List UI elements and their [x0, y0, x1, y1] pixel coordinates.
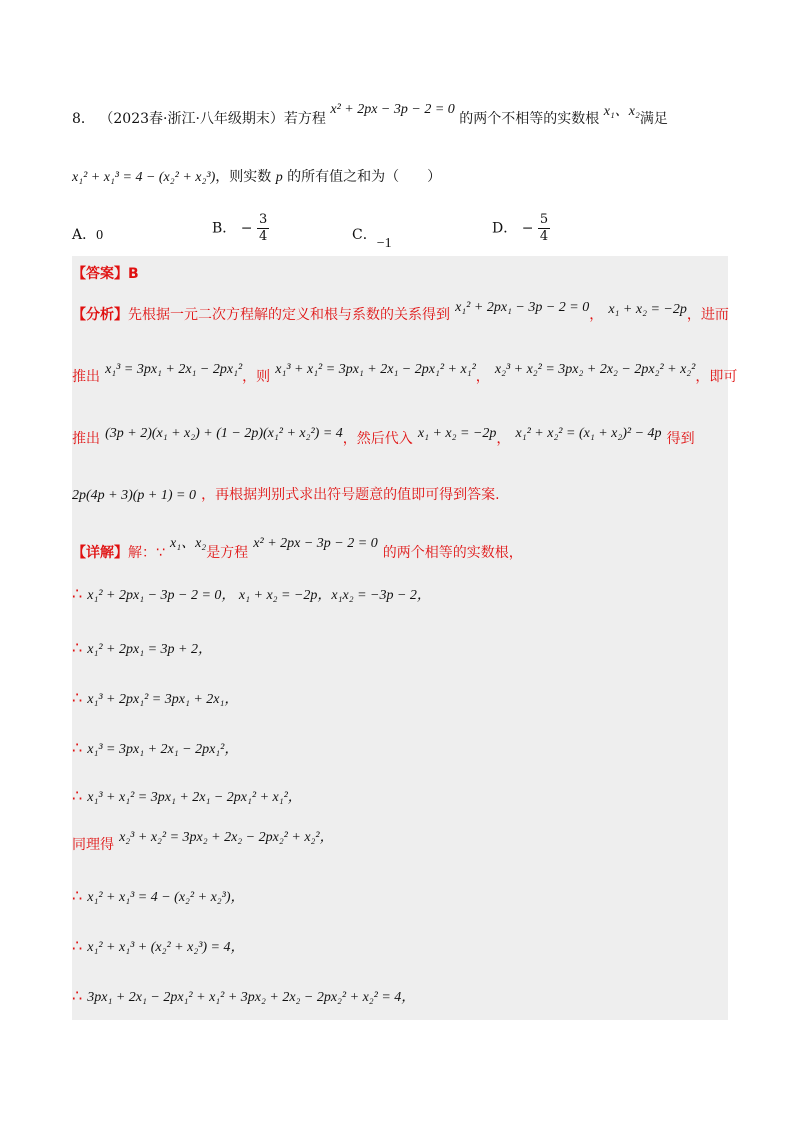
analysis-math-1: x₁² + 2px₁ − 3p − 2 = 0	[455, 300, 590, 315]
option-d-label: D．	[492, 220, 518, 237]
analysis-text-8: 得到	[666, 431, 695, 447]
analysis-line-1: 【分析】先根据一元二次方程解的定义和根与系数的关系得到 x₁² + 2px₁ − 3p − 2 = 0， x₁ + x₂ = −2p，进而	[72, 300, 729, 323]
detail-step-4	[72, 738, 238, 758]
question-equation: x² + 2px − 3p − 2 = 0	[330, 102, 455, 117]
question-stem-e: 的所有值之和为（ ）	[287, 169, 442, 185]
question-stem-b: 的两个不相等的实数根	[459, 111, 600, 127]
option-b	[212, 212, 269, 245]
analysis-tag: 【分析】	[72, 307, 128, 323]
analysis-text-4: ，则	[242, 369, 271, 385]
analysis-math-5: x₂³ + x₂² = 3px₂ + 2x₂ − 2px₂² + x₂²	[494, 362, 696, 377]
question-condition: x₁² + x₁³ = 4 − (x₂² + x₂³)	[72, 170, 216, 185]
detail-step-8	[72, 986, 415, 1006]
therefore-icon: ∴	[72, 688, 83, 707]
option-a-value: 0	[96, 228, 104, 243]
question-number: 8．	[72, 111, 95, 127]
question-stem-d: ，则实数	[215, 169, 272, 185]
detail-step-2	[72, 638, 212, 658]
analysis-text-6: 推出	[72, 431, 100, 447]
answer-value: B	[128, 266, 139, 282]
analysis-math-6: (3p + 2)(x₁ + x₂) + (1 − 2p)(x₁² + x₂²) = 4	[105, 426, 343, 441]
option-b-label: B．	[212, 220, 237, 237]
option-c-value: −1	[376, 236, 392, 251]
option-d-numerator: 5	[539, 212, 549, 227]
detail-step-5-math: x₁³ + x₁² = 3px₁ + 2x₁ − 2px₁² + x₁²，	[87, 790, 302, 805]
therefore-icon: ∴	[72, 786, 83, 805]
detail-line-1	[72, 536, 523, 562]
therefore-icon: ∴	[72, 886, 83, 905]
detail-step-1	[72, 584, 431, 604]
question-source: （2023春·浙江·八年级期末）	[99, 111, 284, 127]
detail-step-8-math: 3px₁ + 2x₁ − 2px₁² + x₁² + 3px₂ + 2x₂ − 2px₂² + x₂² = 4，	[87, 990, 416, 1005]
detail-step-1-math: x₁² + 2px₁ − 3p − 2 = 0， x₁ + x₂ = −2p，x₁x₂ = −3p − 2，	[87, 588, 431, 603]
analysis-math-9: 2p(4p + 3)(p + 1) = 0	[72, 488, 196, 503]
option-c	[352, 224, 392, 251]
analysis-text-1: 先根据一元二次方程解的定义和根与系数的关系得到	[128, 307, 450, 323]
option-a	[72, 224, 103, 244]
detail-step-3	[72, 688, 238, 708]
detail-step-2-math: x₁² + 2px₁ = 3p + 2，	[87, 642, 212, 657]
detail-math-2: x² + 2px − 3p − 2 = 0	[253, 536, 378, 551]
question-line-2	[72, 166, 441, 186]
option-b-sign: −	[240, 220, 253, 237]
question-line-1	[72, 102, 668, 128]
analysis-line-3: 推出 (3p + 2)(x₁ + x₂) + (1 − 2p)(x₁² + x₂²) = 4，然后代入 x₁ + x₂ = −2p， x₁² + x₂² = (x₁ + x₂)² − 4p 得到	[72, 426, 695, 447]
option-d-sign: −	[521, 220, 534, 237]
therefore-icon: ∴	[72, 986, 83, 1005]
detail-text-2: 是方程	[206, 545, 249, 561]
therefore-icon: ∴	[72, 738, 83, 757]
analysis-math-3: x₁³ = 3px₁ + 2x₁ − 2px₁²	[105, 362, 243, 377]
question-stem-c: 满足	[639, 111, 668, 127]
option-d-denominator: 4	[539, 229, 549, 244]
option-a-label: A．	[72, 227, 97, 243]
analysis-math-2: x₁ + x₂ = −2p	[608, 302, 687, 317]
option-b-numerator: 3	[258, 212, 268, 227]
detail-tag: 【详解】	[72, 545, 128, 561]
analysis-math-8: x₁² + x₂² = (x₁ + x₂)² − 4p	[515, 426, 662, 441]
option-b-denominator: 4	[258, 229, 268, 244]
analysis-line-2: 推出 x₁³ = 3px₁ + 2x₁ − 2px₁²，则 x₁³ + x₁² = 3px₁ + 2x₁ − 2px₁² + x₁²， x₂³ + x₂² = 3px₂ + 2x₂ − 2px₂² + x₂²，即可	[72, 362, 738, 385]
detail-step-5	[72, 786, 302, 806]
therefore-icon: ∴	[72, 638, 83, 657]
detail-step-3-math: x₁³ + 2px₁² = 3px₁ + 2x₁，	[87, 692, 239, 707]
detail-same-math: x₂³ + x₂² = 3px₂ + 2x₂ − 2px₂² + x₂²，	[119, 830, 334, 845]
answer-line	[72, 263, 139, 283]
option-d-fraction	[538, 212, 550, 245]
detail-text-1: 解：∵	[128, 545, 165, 561]
option-d	[492, 212, 550, 245]
detail-step-6	[72, 886, 245, 906]
analysis-math-7: x₁ + x₂ = −2p	[417, 426, 497, 441]
detail-math-1: x₁、x₂	[170, 536, 207, 551]
detail-text-3: 的两个相等的实数根，	[382, 545, 523, 561]
therefore-icon: ∴	[72, 584, 83, 603]
analysis-text-5: ，即可	[695, 369, 738, 385]
question-stem-a: 若方程	[283, 111, 326, 127]
detail-step-7-math: x₁² + x₁³ + (x₂² + x₂³) = 4，	[87, 940, 245, 955]
therefore-icon: ∴	[72, 936, 83, 955]
question-roots: x₁、x₂	[603, 104, 640, 119]
analysis-text-2: ，进而	[686, 307, 729, 323]
analysis-text-7: ，然后代入	[342, 431, 413, 447]
option-c-label: C．	[352, 227, 377, 243]
analysis-text-9: ，再根据判别式求出符号题意的值即可得到答案.	[201, 487, 500, 503]
analysis-text-3: 推出	[72, 369, 100, 385]
answer-tag: 【答案】	[72, 266, 128, 282]
detail-step-7	[72, 936, 245, 956]
question-var-p: p	[275, 170, 283, 185]
detail-same-tag: 同理得	[72, 837, 114, 853]
detail-step-6-math: x₁² + x₁³ = 4 − (x₂² + x₂³)，	[87, 890, 245, 905]
analysis-line-4	[72, 484, 500, 504]
analysis-math-4: x₁³ + x₁² = 3px₁ + 2x₁ − 2px₁² + x₁²	[275, 362, 476, 377]
detail-step-4-math: x₁³ = 3px₁ + 2x₁ − 2px₁²，	[87, 742, 239, 757]
detail-same	[72, 830, 334, 854]
option-b-fraction	[257, 212, 269, 245]
